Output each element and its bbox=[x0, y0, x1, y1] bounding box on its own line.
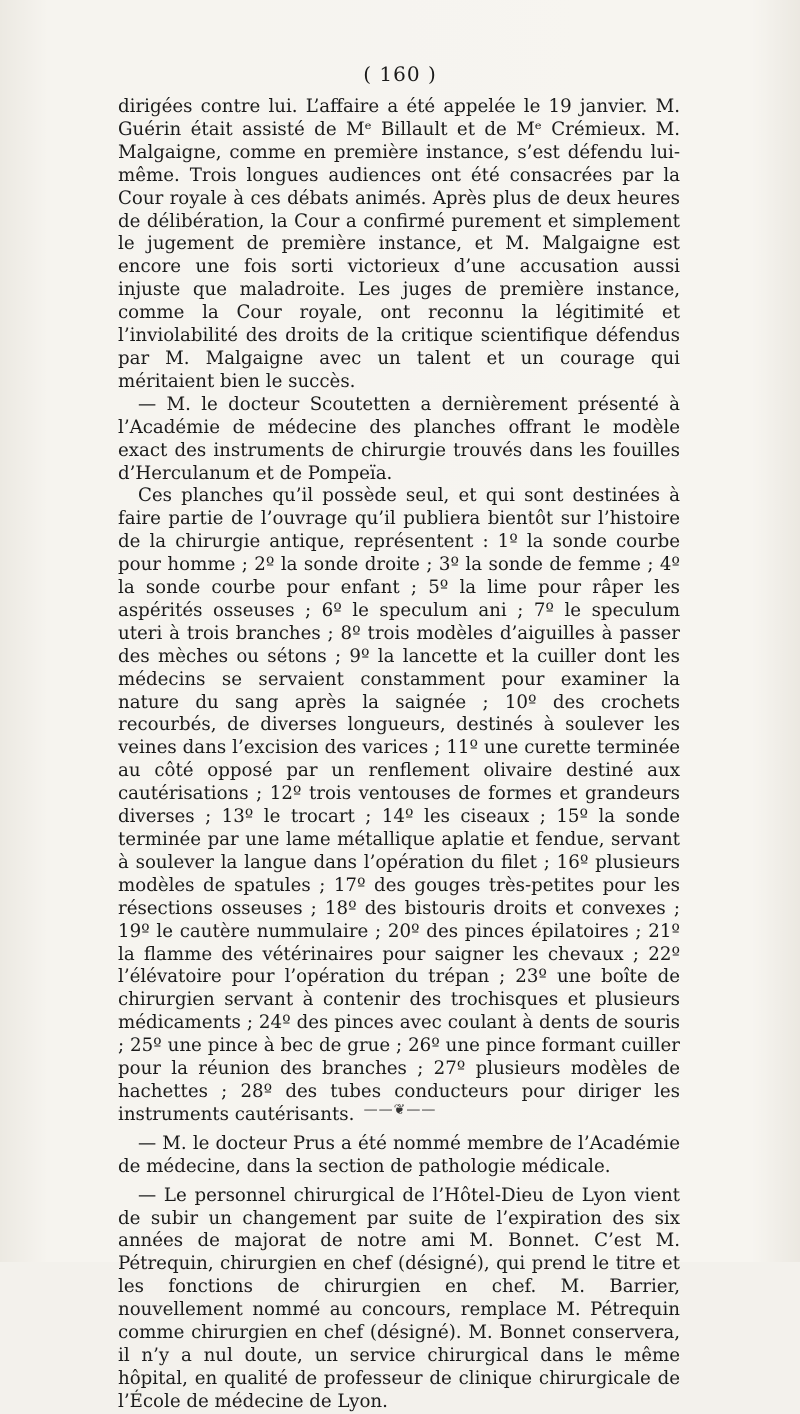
paragraph-instrument-list: Ces planches qu’il possède seul, et qui sont destinées à faire partie de l’ouvrage qu’il publiera bientôt sur l’histoire de la chirurgie antique, représentent : 1º la sonde courbe pour homme ; 2º la sonde droite ; 3º la sonde de femme ; 4º la sonde courbe pour enfant ; 5º la lime pour râper les aspérités osseuses ; 6º le speculum ani ; 7º le speculum uteri à trois branches ; 8º trois modèles d’aiguilles à passer des mèches ou sétons ; 9º la lancette et la cuiller dont les médecins se servaient constamment pour examiner la nature du sang après la saignée ; 10º des crochets recourbés, de diverses longueurs, destinés à soulever les veines dans l’excision des varices ; 11º une curette terminée au côté opposé par un renflement olivaire destiné aux cautérisations ; 12º trois ventouses de formes et grandeurs diverses ; 13º le trocart ; 14º les ciseaux ; 15º la sonde terminée par une lame métallique aplatie et fendue, servant à soulever la langue dans l’opération du filet ; 16º plusieurs modèles de spatules ; 17º des gouges très-petites pour les résections osseuses ; 18º des bistouris droits et convexes ; 19º le cautère nummulaire ; 20º des pinces épilatoires ; 21º la flamme des vétérinaires pour saigner les chevaux ; 22º l’élévatoire pour l’opération du trépan ; 23º une boîte de chirurgien servant à contenir des trochisques et plusieurs médicaments ; 24º des pinces avec coulant à dents de souris ; 25º une pince à bec de grue ; 26º une pince formant cuiller pour la réunion des branches ; 27º plusieurs modèles de hachettes ; 28º des tubes conducteurs pour diriger les instruments cautérisants. bbox=[118, 485, 680, 1125]
paragraph-scoutetten: — M. le docteur Scoutetten a dernièrement présenté à l’Académie de médecine des planches offrant le modèle exact des instruments de chirurgie trouvés dans les fouilles d’Herculanum et de Pompeïa. bbox=[118, 393, 680, 484]
page-number: ( 160 ) bbox=[363, 62, 437, 86]
paragraph-prus: — M. le docteur Prus a été nommé membre de l’Académie de médecine, dans la section de pathologie médicale. bbox=[118, 1132, 680, 1177]
paragraph-trial-outcome: dirigées contre lui. L’affaire a été appelée le 19 janvier. M. Guérin était assisté de Mᵉ Billault et de Mᵉ Crémieux. M. Malgaigne, comme en première instance, s’est défendu lui-même. Trois longues audiences ont été consacrées par la Cour royale à ces débats animés. Après plus de deux heures de délibération, la Cour a confirmé purement et simplement le jugement de première instance, et M. Malgaigne est encore une fois sorti victorieux d’une accusation aussi injuste que maladroite. Les juges de première instance, comme la Cour royale, ont reconnu la légitimité et l’inviolabilité des droits de la critique scientifique défendus par M. Malgaigne avec un talent et un courage qui méritaient bien le succès. bbox=[118, 96, 680, 392]
end-ornament: ——❦—— bbox=[363, 1102, 437, 1118]
paragraph-hotel-dieu-lyon: — Le personnel chirurgical de l’Hôtel-Dieu de Lyon vient de subir un changement par suite de l’expiration des six années de majorat de notre ami M. Bonnet. C’est M. Pétrequin, chirurgien en chef (désigné), qui prend le titre et les fonctions de chirurgien en chef. M. Barrier, nouvellement nommé au concours, remplace M. Pétrequin comme chirurgien en chef (désigné). M. Bonnet conservera, il n’y a nul doute, un service chirurgical dans le même hôpital, en qualité de professeur de clinique chirurgicale de l’École de médecine de Lyon. bbox=[118, 1184, 680, 1412]
page-body bbox=[118, 96, 680, 1414]
